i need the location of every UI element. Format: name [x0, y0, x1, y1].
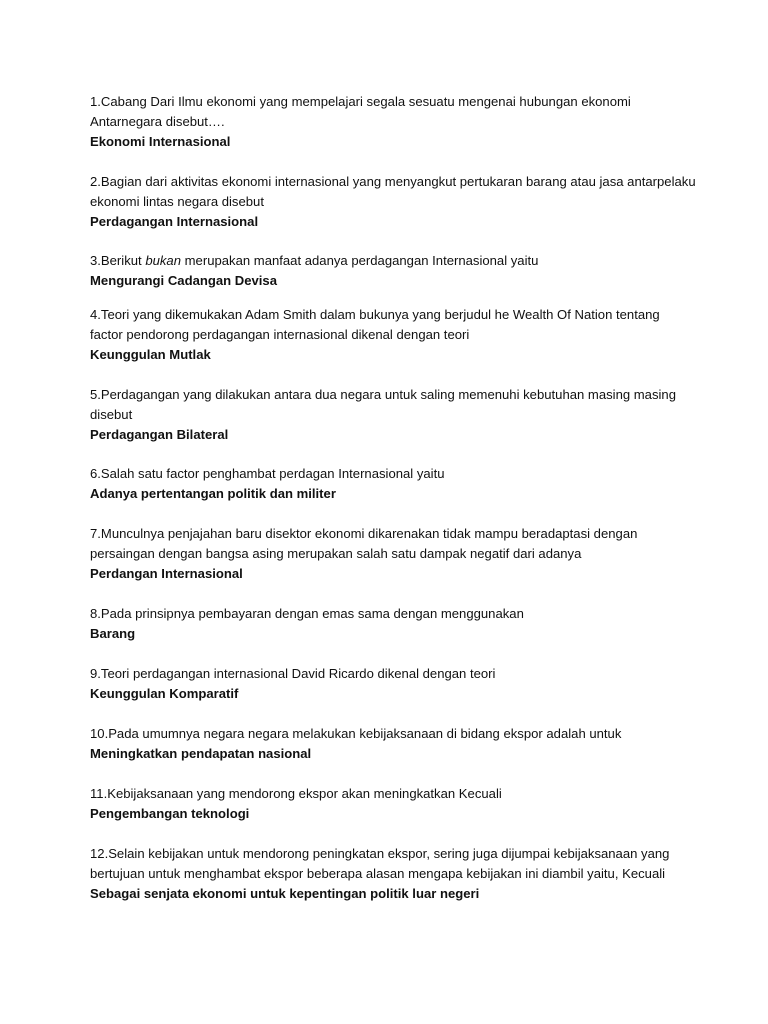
answer-text: Keunggulan Komparatif [90, 686, 239, 701]
answer-text: Perdagangan Bilateral [90, 427, 229, 442]
question-text [90, 664, 690, 684]
question-block-7 [90, 524, 690, 584]
question-line: bertujuan untuk menghambat ekspor beberapa alasan mengapa kebijakan ini diambil yaitu, Kecuali [90, 866, 666, 881]
question-line: 9.Teori perdagangan internasional David Ricardo dikenal dengan teori [90, 666, 496, 681]
question-block-10 [90, 724, 690, 764]
question-block-2 [90, 172, 696, 232]
question-block-5 [90, 385, 690, 445]
question-line: 5.Perdagangan yang dilakukan antara dua negara untuk saling memenuhi kebutuhan masing masing [90, 387, 676, 402]
answer-text: Adanya pertentangan politik dan militer [90, 486, 336, 501]
answer-text: Perdangan Internasional [90, 566, 243, 581]
question-block-12 [90, 844, 690, 904]
question-text [90, 251, 690, 271]
answer-text: Barang [90, 626, 136, 641]
question-block-6 [90, 464, 690, 504]
question-prefix: 3.Berikut [90, 253, 146, 268]
question-line: 11.Kebijaksanaan yang mendorong ekspor akan meningkatkan Kecuali [90, 786, 502, 801]
answer-text: Ekonomi Internasional [90, 134, 231, 149]
question-text [90, 385, 690, 425]
question-line: ekonomi lintas negara disebut [90, 194, 264, 209]
question-text [90, 844, 690, 884]
question-line: 1.Cabang Dari Ilmu ekonomi yang mempelajari segala sesuatu mengenai hubungan ekonomi [90, 94, 631, 109]
question-line: 4.Teori yang dikemukakan Adam Smith dalam bukunya yang berjudul he Wealth Of Nation tentang [90, 307, 660, 322]
question-line [90, 251, 690, 271]
question-line: 12.Selain kebijakan untuk mendorong peningkatan ekspor, sering juga dijumpai kebijaksanaan yang [90, 846, 670, 861]
question-line: Antarnegara disebut…. [90, 114, 225, 129]
question-line: 6.Salah satu factor penghambat perdagan Internasional yaitu [90, 466, 445, 481]
question-line: 8.Pada prinsipnya pembayaran dengan emas sama dengan menggunakan [90, 606, 524, 621]
question-text [90, 305, 690, 345]
question-line: 2.Bagian dari aktivitas ekonomi internasional yang menyangkut pertukaran barang atau jasa antarpelaku [90, 174, 696, 189]
question-block-3 [90, 251, 690, 291]
question-suffix: merupakan manfaat adanya perdagangan Internasional yaitu [181, 253, 539, 268]
question-line: persaingan dengan bangsa asing merupakan salah satu dampak negatif dari adanya [90, 546, 582, 561]
question-text [90, 784, 690, 804]
question-line: 7.Munculnya penjajahan baru disektor ekonomi dikarenakan tidak mampu beradaptasi dengan [90, 526, 638, 541]
question-text [90, 724, 690, 744]
question-block-9 [90, 664, 690, 704]
question-block-4 [90, 305, 690, 365]
question-block-11 [90, 784, 690, 824]
answer-text: Perdagangan Internasional [90, 214, 259, 229]
question-block-1 [90, 92, 690, 152]
question-text [90, 172, 696, 212]
question-text [90, 524, 690, 564]
question-text [90, 464, 690, 484]
question-line: 10.Pada umumnya negara negara melakukan kebijaksanaan di bidang ekspor adalah untuk [90, 726, 622, 741]
question-block-8 [90, 604, 690, 644]
question-line: disebut [90, 407, 133, 422]
question-text [90, 604, 690, 624]
answer-text: Mengurangi Cadangan Devisa [90, 273, 277, 288]
question-text [90, 92, 690, 132]
answer-text: Pengembangan teknologi [90, 806, 250, 821]
answer-text: Sebagai senjata ekonomi untuk kepentingan politik luar negeri [90, 886, 480, 901]
question-line: factor pendorong perdagangan internasional dikenal dengan teori [90, 327, 470, 342]
question-emphasis: bukan [145, 253, 181, 268]
answer-text: Keunggulan Mutlak [90, 347, 211, 362]
answer-text: Meningkatkan pendapatan nasional [90, 746, 312, 761]
